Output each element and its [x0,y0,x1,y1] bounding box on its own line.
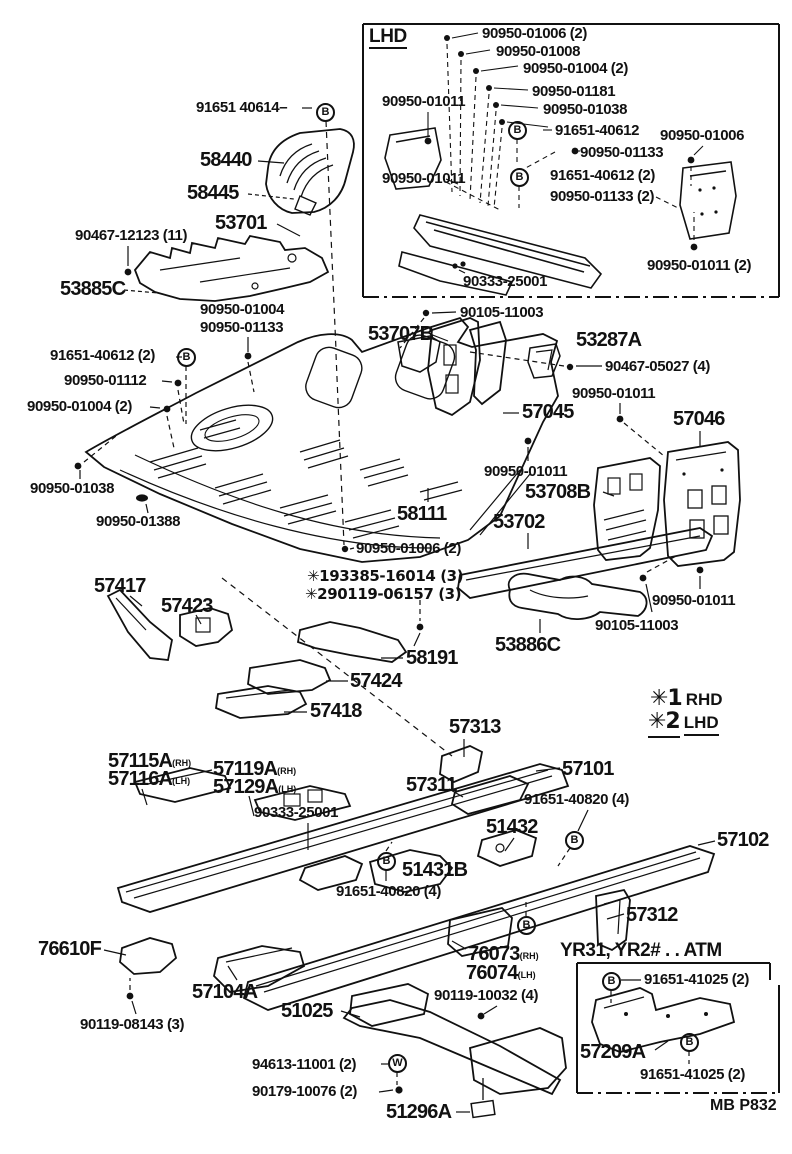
lh-suffix: (LH) [517,970,536,980]
rh-suffix: (RH) [519,951,539,961]
callout-90950-01388: 90950-01388 [96,513,181,530]
lhd-callout-90333-25001: 90333-25001 [463,273,548,290]
callout-57104A: 57104A [192,981,258,1003]
callout-57046: 57046 [673,408,725,430]
callout-90105-11003-b: 90105-11003 [595,617,679,634]
lhd-callout-90950-01133-2: 90950-01133 (2) [550,188,655,205]
circled-b-mark: B [602,972,621,991]
note-rhd [650,688,723,710]
callout-53702: 53702 [493,511,545,533]
callout-51025: 51025 [281,1000,333,1022]
callout-90179-10076: 90179-10076 (2) [252,1083,357,1100]
note1-marker: ✳1 [650,686,682,711]
crossmember-51025-drawing [344,984,566,1117]
callout-90333-25001-main: 90333-25001 [254,804,339,821]
callout-90105-11003-a: 90105-11003 [460,304,544,321]
callout-90119-10032: 90119-10032 (4) [434,987,539,1004]
lhd-inset-title: LHD [369,26,407,47]
circled-b-mark: B [510,168,529,187]
callout-91651-40820-a: 91651-40820 (4) [524,791,629,808]
lhd-callout-90950-01004-2: 90950-01004 (2) [523,60,628,77]
part-57046-drawing [664,442,740,566]
rh-suffix: (RH) [172,758,192,768]
lhd-callout-90950-01133: 90950-01133 [580,144,664,161]
callout-58111: 58111 [397,503,447,525]
atm-callout-91651-41025-a: 91651-41025 (2) [644,971,749,988]
callout-91651-40820-b: 91651-40820 (4) [336,883,441,900]
callout-53287A: 53287A [576,329,642,351]
atm-callout-57209A: 57209A [580,1041,646,1063]
lhd-callout-90950-01006: 90950-01006 [660,127,745,144]
callout-57102: 57102 [717,829,769,851]
callout-90950-01038: 90950-01038 [30,480,115,497]
lhd-callout-90950-01008: 90950-01008 [496,43,581,60]
callout-57418: 57418 [310,700,362,722]
callout-57116A: 57116A(LH) [108,768,191,790]
circled-b-mark: B [177,348,196,367]
callout-57312: 57312 [626,904,678,926]
circled-b-mark: B [680,1033,699,1052]
lhd-callout-90950-01011-2: 90950-01011 (2) [647,257,752,274]
callout-91651-40614: 91651 40614– [196,99,288,116]
callout-90950-01011-a: 90950-01011 [572,385,656,402]
callout-57311: 57311 [406,774,457,796]
lhd-callout-90950-01038: 90950-01038 [543,101,628,118]
atm-callout-91651-41025-b: 91651-41025 (2) [640,1066,745,1083]
callout-53707B: 53707B [368,323,434,345]
callout-57424: 57424 [350,670,402,692]
lh-suffix: (LH) [172,776,191,786]
callout-76610F: 76610F [38,938,102,960]
callout-53885C: 53885C [60,278,126,300]
lhd-callout-90950-01006-2: 90950-01006 (2) [482,25,587,42]
callout-76073: 76073(RH) [468,943,539,965]
callout-53886C: 53886C [495,634,561,656]
callout-57423: 57423 [161,595,213,617]
figure-code: MB P832 [710,1097,777,1114]
part-53701-drawing [135,236,328,301]
circled-b-mark: B [508,121,527,140]
callout-57313: 57313 [449,716,501,738]
callout-58191: 58191 [406,647,458,669]
note2-marker: ✳2 [648,709,680,738]
callout-57101: 57101 [562,758,614,780]
callout-90950-01004: 90950-01004 [200,301,285,318]
callout-90950-01133: 90950-01133 [200,319,284,336]
callout-57417: 57417 [94,575,146,597]
callout-58440: 58440 [200,149,252,171]
note2-value: LHD [684,713,719,736]
callout-90950-01112: 90950-01112 [64,372,147,389]
note1-value: RHD [685,690,723,709]
part-53708B-drawing [594,458,660,560]
circled-b-mark: B [377,852,396,871]
callout-note2-90119-06157: ✳290119-06157 (3) [305,585,462,603]
callout-90950-01004-2: 90950-01004 (2) [27,398,132,415]
callout-57129A: 57129A(LH) [213,776,297,798]
lhd-callout-90950-01181: 90950-01181 [532,83,616,100]
callout-94613-11001: 94613-11001 (2) [252,1056,357,1073]
lhd-callout-90950-01011-a: 90950-01011 [382,93,466,110]
lhd-callout-91651-40612-2: 91651-40612 (2) [550,167,655,184]
callout-90950-01011-b: 90950-01011 [484,463,568,480]
callout-57115A: 57115A(RH) [108,750,192,772]
callout-57045: 57045 [522,401,574,423]
circled-b-mark: B [316,103,335,122]
lhd-callout-91651-40612: 91651-40612 [555,122,640,139]
callout-91651-40612: 91651-40612 (2) [50,347,155,364]
circled-w-mark: W [388,1054,407,1073]
left-bracket-parts-drawing [108,590,406,718]
rh-suffix: (RH) [277,766,297,776]
circled-b-mark: B [517,916,536,935]
callout-58445: 58445 [187,182,239,204]
part-58440-drawing [266,129,354,215]
note-lhd [648,711,719,733]
callout-57119A: 57119A(RH) [213,758,297,780]
callout-90467-05027: 90467-05027 (4) [605,358,710,375]
circled-b-mark: B [565,831,584,850]
callout-90119-08143: 90119-08143 (3) [80,1016,185,1033]
callout-51296A: 51296A [386,1101,452,1123]
lh-suffix: (LH) [278,784,297,794]
callout-51432: 51432 [486,816,538,838]
callout-90950-01011-c: 90950-01011 [652,592,736,609]
callout-51431B: 51431B [402,859,468,881]
callout-53701: 53701 [215,212,267,234]
callout-90467-12123: 90467-12123 (11) [75,227,188,244]
callout-note1-93385-16014: ✳193385-16014 (3) [307,567,464,585]
atm-inset-title: YR31, YR2# . . ATM [560,940,722,961]
part-53886C-drawing [509,574,647,619]
callout-53708B: 53708B [525,481,591,503]
callout-90950-01006-2: 90950-01006 (2) [356,540,461,557]
lhd-callout-90950-01011-b: 90950-01011 [382,170,466,187]
callout-76074: 76074(LH) [466,962,536,984]
